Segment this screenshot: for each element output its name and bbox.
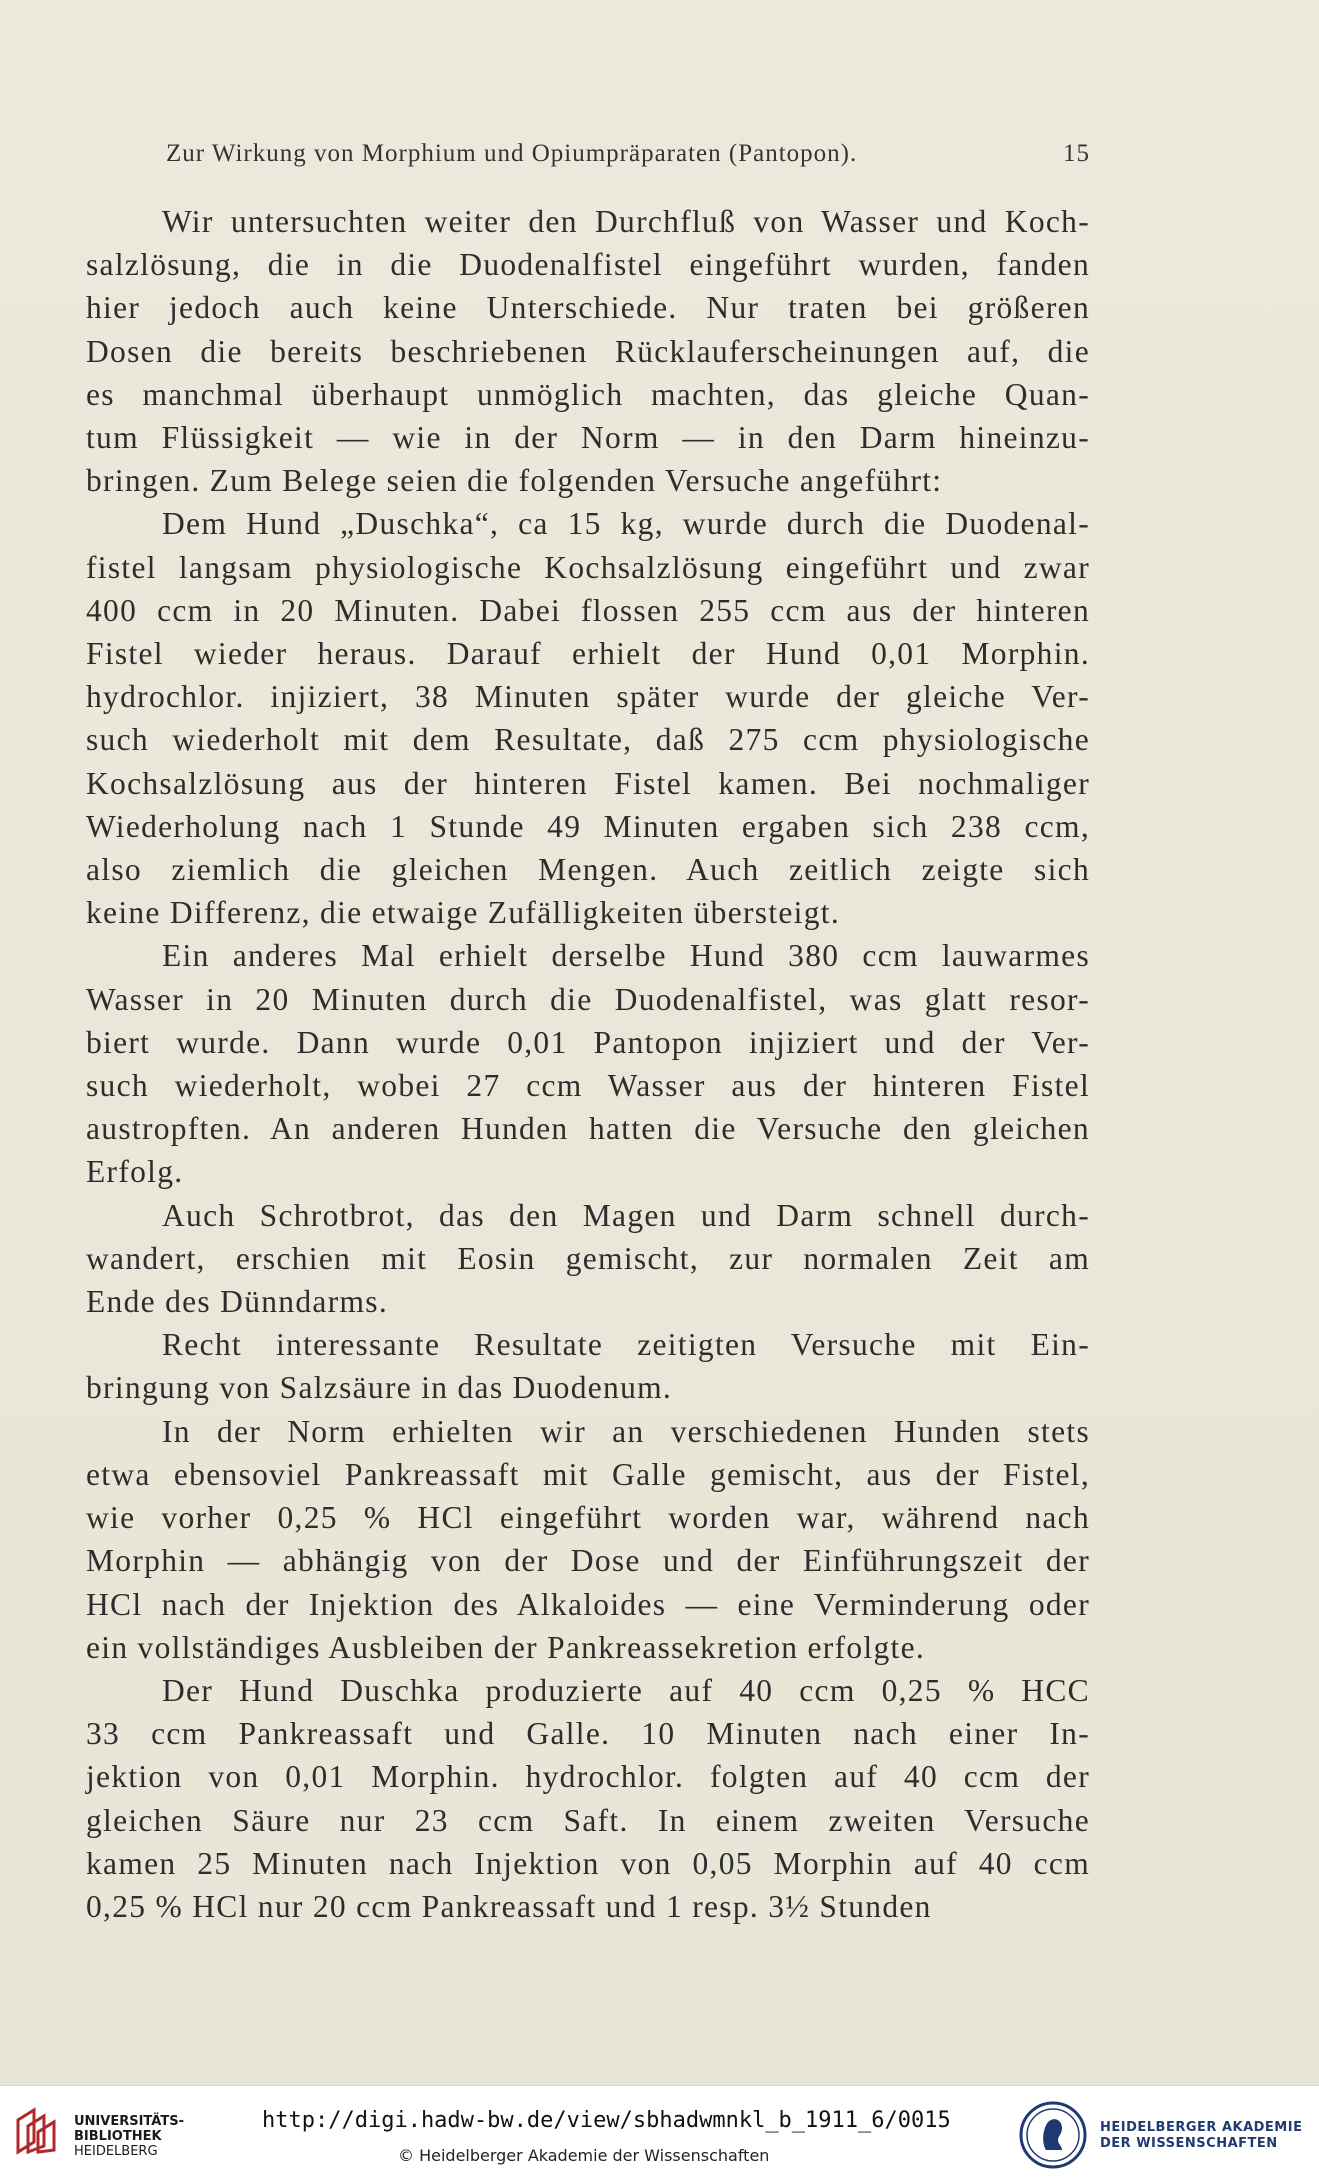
text-line: such wiederholt mit dem Resultate, daß 275 ccm physiologische bbox=[86, 722, 1090, 758]
text-line: bringung von Salzsäure in das Duodenum. bbox=[86, 1370, 673, 1406]
text-line: such wiederholt, wobei 27 ccm Wasser aus der hinteren Fistel bbox=[86, 1068, 1090, 1104]
text-line: ein vollständiges Ausbleiben der Pankreassekretion erfolgte. bbox=[86, 1629, 926, 1665]
text-line: Kochsalzlösung aus der hinteren Fistel kamen. Bei nochmaliger bbox=[86, 765, 1090, 801]
footer-bar bbox=[0, 2085, 1319, 2181]
text-line: keine Differenz, die etwaige Zufälligkeiten übersteigt. bbox=[86, 895, 841, 931]
paragraph bbox=[86, 934, 1090, 1193]
text-line: 400 ccm in 20 Minuten. Dabei flossen 255 ccm aus der hinteren bbox=[86, 592, 1090, 628]
text-line: Erfolg. bbox=[86, 1154, 184, 1190]
text-line: Ende des Dünndarms. bbox=[86, 1284, 389, 1320]
paragraph bbox=[86, 200, 1090, 502]
text-line: hier jedoch auch keine Unterschiede. Nur traten bei größeren bbox=[86, 290, 1090, 326]
university-library-logo-icon bbox=[14, 2106, 60, 2156]
text-line: Wiederholung nach 1 Stunde 49 Minuten ergaben sich 238 ccm, bbox=[86, 808, 1090, 844]
copyright-notice: © Heidelberger Akademie der Wissenschaften bbox=[398, 2146, 770, 2165]
text-line: In der Norm erhielten wir an verschiedenen Hunden stets bbox=[162, 1413, 1090, 1449]
paragraph bbox=[86, 502, 1090, 934]
paragraph bbox=[86, 1194, 1090, 1324]
text-line: wandert, erschien mit Eosin gemischt, zur normalen Zeit am bbox=[86, 1240, 1090, 1276]
academy-name-line1: HEIDELBERGER AKADEMIE bbox=[1100, 2120, 1303, 2135]
text-line: Dem Hund „Duschka“, ca 15 kg, wurde durch die Duodenal- bbox=[162, 506, 1090, 542]
text-line: HCl nach der Injektion des Alkaloides — eine Verminderung oder bbox=[86, 1586, 1090, 1622]
text-line: salzlösung, die in die Duodenalfistel eingeführt wurden, fanden bbox=[86, 247, 1090, 283]
library-name-line2: BIBLIOTHEK bbox=[74, 2129, 162, 2144]
running-head-title: Zur Wirkung von Morphium und Opiumpräparaten (Pantopon). bbox=[166, 140, 858, 167]
text-line: Der Hund Duschka produzierte auf 40 ccm 0,25 % HCC bbox=[162, 1672, 1090, 1708]
text-line: wie vorher 0,25 % HCl eingeführt worden war, während nach bbox=[86, 1500, 1090, 1536]
paragraph bbox=[86, 1323, 1090, 1409]
body-text bbox=[86, 200, 1090, 1928]
text-line: bringen. Zum Belege seien die folgenden Versuche angeführt: bbox=[86, 463, 943, 499]
library-name-line1: UNIVERSITÄTS- bbox=[74, 2114, 184, 2129]
text-line: Morphin — abhängig von der Dose und der Einführungszeit der bbox=[86, 1543, 1090, 1579]
permalink-url[interactable]: http://digi.hadw-bw.de/view/sbhadwmnkl_b_1911_6/0015 bbox=[262, 2108, 951, 2133]
text-line: hydrochlor. injiziert, 38 Minuten später wurde der gleiche Ver- bbox=[86, 679, 1090, 715]
text-line: fistel langsam physiologische Kochsalzlösung eingeführt und zwar bbox=[86, 549, 1090, 585]
text-line: es manchmal überhaupt unmöglich machten, das gleiche Quan- bbox=[86, 376, 1090, 412]
text-line: kamen 25 Minuten nach Injektion von 0,05 Morphin auf 40 ccm bbox=[86, 1845, 1090, 1881]
page-number: 15 bbox=[1063, 140, 1090, 167]
academy-name bbox=[1100, 2120, 1302, 2152]
text-line: austropften. An anderen Hunden hatten die Versuche den gleichen bbox=[86, 1111, 1090, 1147]
text-line: jektion von 0,01 Morphin. hydrochlor. folgten auf 40 ccm der bbox=[86, 1759, 1090, 1795]
text-line: Recht interessante Resultate zeitigten Versuche mit Ein- bbox=[162, 1327, 1090, 1363]
text-line: Wir untersuchten weiter den Durchfluß von Wasser und Koch- bbox=[162, 204, 1090, 239]
text-line: Ein anderes Mal erhielt derselbe Hund 380 ccm lauwarmes bbox=[162, 938, 1090, 974]
text-line: etwa ebensoviel Pankreassaft mit Galle gemischt, aus der Fistel, bbox=[86, 1456, 1090, 1492]
text-line: Wasser in 20 Minuten durch die Duodenalfistel, was glatt resor- bbox=[86, 981, 1090, 1017]
text-line: also ziemlich die gleichen Mengen. Auch zeitlich zeigte sich bbox=[86, 852, 1090, 888]
text-line: Auch Schrotbrot, das den Magen und Darm schnell durch- bbox=[162, 1197, 1090, 1233]
paragraph bbox=[86, 1669, 1090, 1928]
text-line: 0,25 % HCl nur 20 ccm Pankreassaft und 1 resp. 3½ Stunden bbox=[86, 1888, 932, 1924]
academy-name-line2: DER WISSENSCHAFTEN bbox=[1100, 2136, 1278, 2151]
library-name bbox=[74, 2114, 184, 2159]
text-line: Dosen die bereits beschriebenen Rücklauferscheinungen auf, die bbox=[86, 333, 1090, 369]
text-line: biert wurde. Dann wurde 0,01 Pantopon injiziert und der Ver- bbox=[86, 1024, 1090, 1060]
text-line: tum Flüssigkeit — wie in der Norm — in den Darm hineinzu- bbox=[86, 420, 1090, 456]
text-line: Fistel wieder heraus. Darauf erhielt der Hund 0,01 Morphin. bbox=[86, 636, 1090, 672]
paragraph bbox=[86, 1410, 1090, 1669]
library-name-line3: HEIDELBERG bbox=[74, 2144, 158, 2159]
text-line: 33 ccm Pankreassaft und Galle. 10 Minuten nach einer In- bbox=[86, 1716, 1090, 1752]
academy-seal-icon bbox=[1018, 2100, 1088, 2170]
text-line: gleichen Säure nur 23 ccm Saft. In einem zweiten Versuche bbox=[86, 1802, 1090, 1838]
